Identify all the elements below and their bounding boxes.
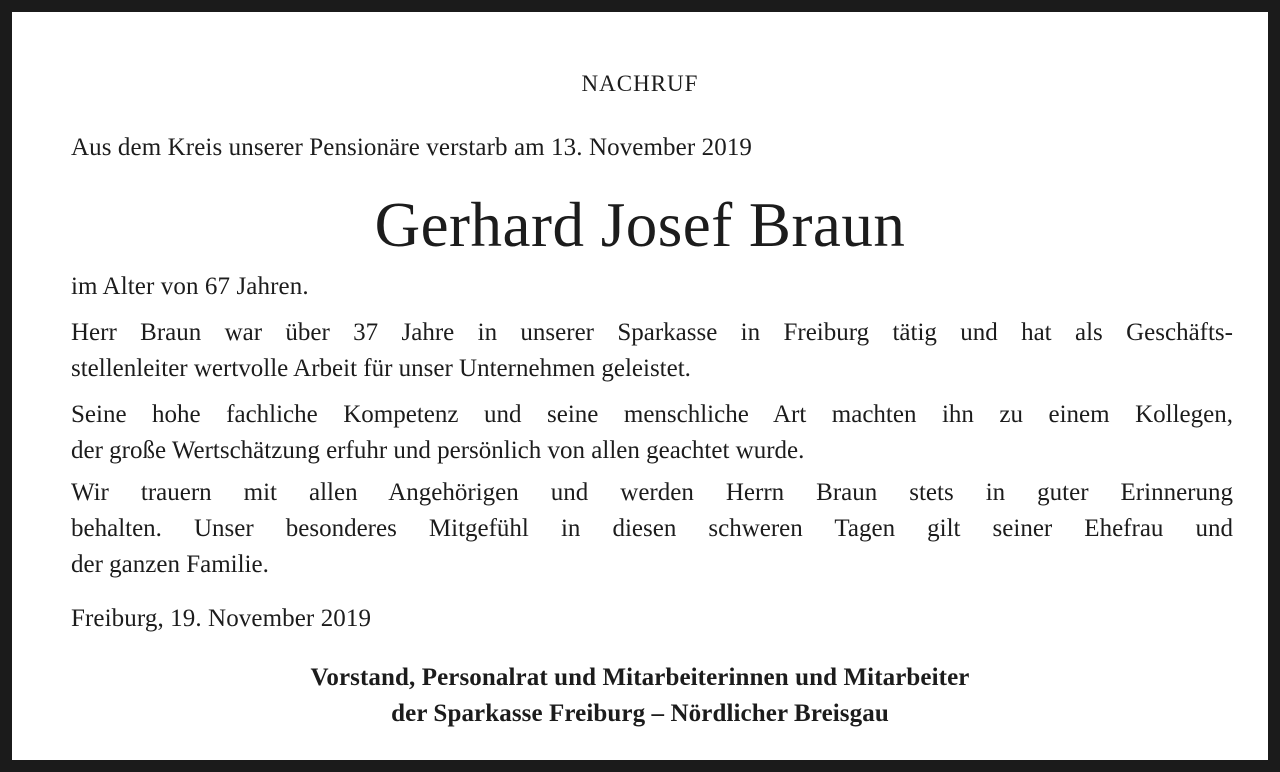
deceased-name: Gerhard Josef Braun	[374, 190, 906, 260]
paragraph-line: stellenleiter wertvolle Arbeit für unser Unternehmen geleistet.	[71, 355, 691, 382]
paragraph-line: Herr Braun war über 37 Jahre in unserer Sparkasse in Freiburg tätig und hat als Geschäfts-	[71, 319, 1233, 346]
notice-heading: NACHRUF	[581, 71, 699, 96]
paragraph-career	[71, 315, 1233, 387]
paragraph-line: der große Wertschätzung erfuhr und persönlich von allen geachtet wurde.	[71, 437, 805, 464]
paragraph-line: der ganzen Familie.	[71, 551, 269, 578]
paragraph-line: Seine hohe fachliche Kompetenz und seine menschliche Art machten ihn zu einem Kollegen,	[71, 401, 1233, 428]
paragraph-line: behalten. Unser besonderes Mitgefühl in diesen schweren Tagen gilt seiner Ehefrau und	[71, 515, 1233, 542]
signature-line: Vorstand, Personalrat und Mitarbeiterinnen und Mitarbeiter	[310, 664, 970, 691]
paragraph-line: Wir trauern mit allen Angehörigen und werden Herrn Braun stets in guter Erinnerung	[71, 479, 1233, 506]
intro-text: Aus dem Kreis unserer Pensionäre verstarb am 13. November 2019	[71, 134, 753, 161]
paragraph-condolence	[71, 475, 1233, 583]
place-date: Freiburg, 19. November 2019	[71, 605, 372, 632]
signature-line: der Sparkasse Freiburg – Nördlicher Breisgau	[391, 700, 889, 727]
age-text: im Alter von 67 Jahren.	[71, 273, 309, 300]
paragraph-appreciation	[71, 397, 1233, 469]
